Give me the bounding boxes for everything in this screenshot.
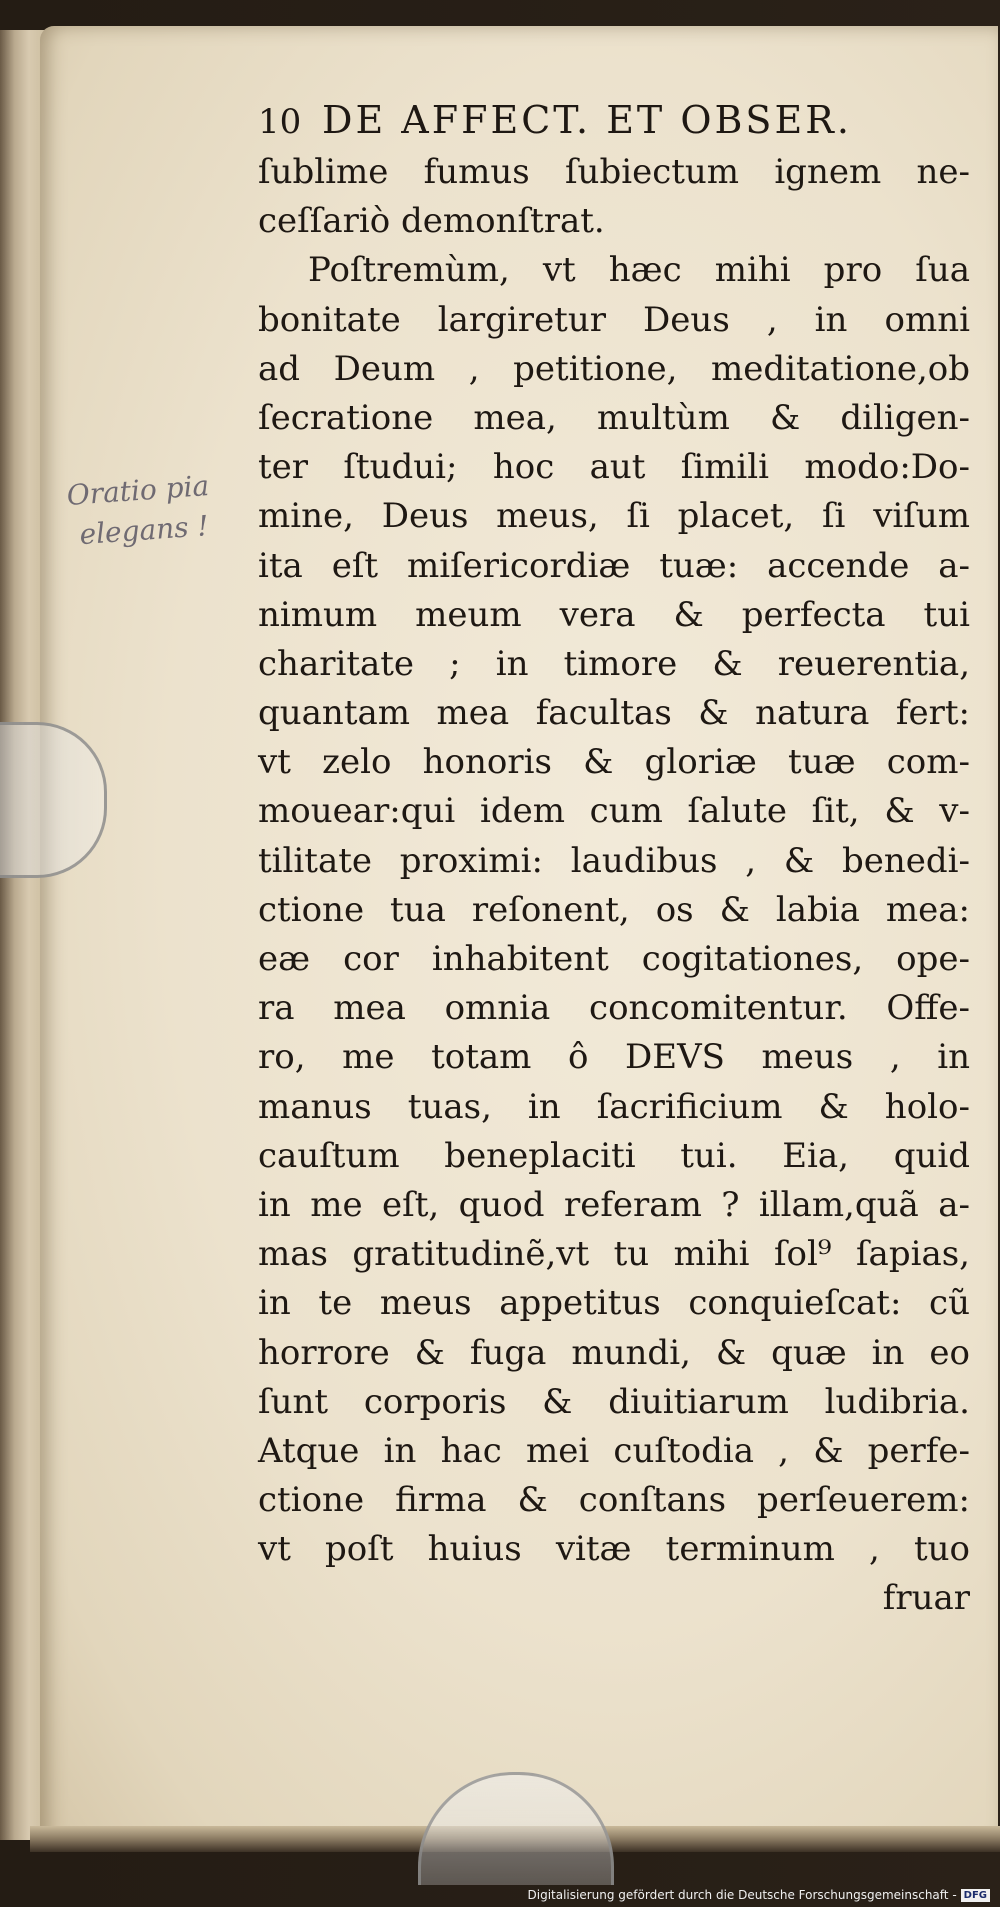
text-line: horrore & fuga mundi, & quæ in eo <box>258 1332 970 1373</box>
text-line: ra mea omnia concomitentur. Offe- <box>258 988 970 1029</box>
text-line: ſunt corporis & diuitiarum ludibria. <box>258 1381 970 1422</box>
dfg-logo: DFG <box>961 1889 990 1902</box>
marginalia-line: elegans ! <box>78 509 210 552</box>
text-block <box>258 92 978 1624</box>
text-line: Atque in hac mei cuſtodia , & perfe- <box>258 1430 970 1471</box>
text-line: Poſtremùm, vt hæc mihi pro ſua <box>308 250 970 291</box>
digitization-footer <box>528 1888 991 1902</box>
text-line: eæ cor inhabitent cogitationes, ope- <box>258 939 970 979</box>
text-line: in te meus appetitus conquieſcat: cũ <box>258 1283 970 1324</box>
text-line: quantam mea facultas & natura fert: <box>258 693 970 734</box>
running-head: DE AFFECT. ET OBSER. <box>322 98 852 142</box>
text-line: ctione firma & conſtans perſeuerem: <box>258 1480 970 1521</box>
catchword: fruar <box>882 1578 970 1619</box>
text-line: tilitate proximi: laudibus , & benedi- <box>258 840 970 881</box>
text-line: ſublime fumus ſubiectum ignem ne- <box>258 152 970 192</box>
text-line: ita eſt miſericordiæ tuæ: accende a- <box>258 545 970 586</box>
text-line: ad Deum , petitione, meditatione,ob <box>258 348 970 389</box>
handwritten-marginalia <box>65 464 240 556</box>
text-line: bonitate largiretur Deus , in omni <box>258 299 970 340</box>
text-line: vt poſt huius vitæ terminum , tuo <box>258 1529 970 1570</box>
text-line: charitate ; in timore & reuerentia, <box>258 643 970 684</box>
page-header <box>258 92 978 148</box>
text-line: ro, me totam ô DEVS meus , in <box>258 1037 970 1078</box>
text-line: ſecratione mea, multùm & diligen- <box>258 397 970 438</box>
text-line: ceſſariò demonſtrat. <box>258 201 605 242</box>
text-line: ter ſtudui; hoc aut ſimili modo:Do- <box>258 447 970 488</box>
marginalia-line: Oratio pia <box>65 469 211 512</box>
text-line: vt zelo honoris & gloriæ tuæ com- <box>258 742 970 783</box>
footer-text: Digitalisierung gefördert durch die Deutsche Forschungsgemeinschaft - <box>527 1888 957 1902</box>
text-line: mouear:qui idem cum ſalute ſit, & v- <box>258 791 970 832</box>
page-number: 10 <box>258 102 302 142</box>
text-line: mas gratitudinẽ,vt tu mihi ſol⁹ ſapias, <box>258 1234 970 1275</box>
text-line: manus tuas, in ſacrificium & holo- <box>258 1086 970 1127</box>
text-line: ctione tua reſonent, os & labia mea: <box>258 889 970 930</box>
text-line: cauſtum beneplaciti tui. Eia, quid <box>258 1135 970 1176</box>
text-line: mine, Deus meus, ſi placet, ſi viſum <box>258 496 970 537</box>
text-line: nimum meum vera & perfecta tui <box>258 594 970 635</box>
text-line: in me eſt, quod referam ? illam,quã a- <box>258 1184 970 1225</box>
